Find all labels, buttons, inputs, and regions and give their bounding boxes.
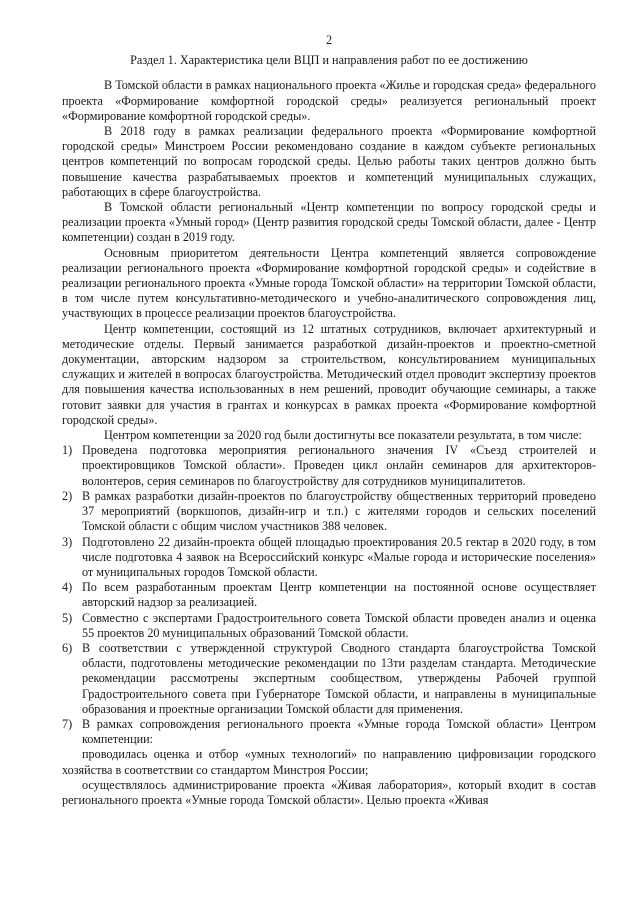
list-item-text: В рамках сопровождения регионального проекта «Умные города Томской области» Центром компетенции: (82, 716, 596, 747)
list-item-number: 5) (62, 610, 73, 625)
list-item (62, 443, 596, 489)
list-item (62, 580, 596, 610)
list-item-text: По всем разработанным проектам Центр компетенции на постоянной основе осуществляет авторский надзор за реализацией. (82, 580, 596, 610)
list-item-text: Совместно с экспертами Градостроительного совета Томской области проведен анализ и оценка 55 проектов 20 муниципальных образований Томской области. (82, 610, 596, 640)
paragraph-4: Основным приоритетом деятельности Центра компетенций является сопровождение реализации регионального проекта «Формирование комфортной городской среды» и содействие в реализации регионального проекта «Умные города Томской области» на территории Томской области, в том числе путем консультативно-методического и учебно-аналитического сопровождения лиц, участвующих в процессе реализации проектов благоустройства. (62, 245, 596, 321)
list-item-number: 2) (62, 488, 73, 503)
paragraph-5: Центр компетенции, состоящий из 12 штатных сотрудников, включает архитектурный и методические отделы. Первый занимается разработкой дизайн-проектов и проектно-сметной документации, авторским надзором за строительством, консультированием муниципальных служащих и жителей в вопросах благоустройства. Методический отдел проводит экспертизу проектов для повышения качества использованных в нем решений, проводит обучающие семинары, а также готовит заявки для участия в грантах и конкурсах в рамках проекта «Формирование комфортной городской среды». (62, 321, 596, 427)
list-item (62, 717, 596, 808)
paragraph-6: Центром компетенции за 2020 год были достигнуты все показатели результата, в том числе: (104, 428, 582, 443)
list-item (62, 535, 596, 581)
results-list (62, 443, 596, 808)
list-item-number: 7) (62, 716, 73, 731)
list-item-text: Подготовлено 22 дизайн-проекта общей площадью проектирования 20.5 гектар в 2020 году, в том числе подготовка 4 заявок на Всероссийский конкурс «Малые города и исторические поселения» от муниципальных городов Томской области. (82, 534, 596, 579)
list-item-text: Проведена подготовка мероприятия регионального значения IV «Съезд строителей и проектировщиков Томской области». Проведен цикл онлайн семинаров для архитекторов-волонтеров, серия семинаров по благоустройству для сотрудников муниципалитетов. (82, 443, 596, 488)
list-item (62, 611, 596, 641)
list-item (62, 489, 596, 535)
paragraph-1: В Томской области в рамках национального проекта «Жилье и городская среда» федерального проекта «Формирование комфортной городской среды» реализуется региональный проект «Формирование комфортной городской среды». (62, 78, 596, 123)
page-number: 2 (325, 33, 333, 47)
paragraph-2: В 2018 году в рамках реализации федерального проекта «Формирование комфортной городской среды» Минстроем России рекомендовано создание в каждом субъекте региональных центров компетенций по вопросам городской среды. Целью работы таких центров должно быть повышение качества разрабатываемых проектов и компетенций муниципальных служащих, работающих в сфере благоустройства. (62, 124, 596, 199)
sub-paragraph-2: осуществлялось администрирование проекта «Живая лаборатория», который входит в состав регионального проекта «Умные города Томской области». Целью проекта «Живая (62, 777, 596, 807)
sub-paragraph-1: проводилась оценка и отбор «умных технологий» по направлению цифровизации городского хозяйства в соответствии со стандартом Минстроя России; (62, 747, 596, 777)
list-item-number: 4) (62, 580, 73, 595)
list-item-number: 3) (62, 534, 73, 549)
list-item-number: 6) (62, 640, 73, 655)
list-item-text: В соответствии с утвержденной структурой Сводного стандарта благоустройства Томской области, подготовлены методические рекомендации по 13ти разделам стандарта. Методические рекомендации рассмотрены экспертным сообществом, утверждены Рабочей группой Градостроительного совета при Губернаторе Томской области, и направлены в муниципальные образования и проектные организации Томской области для применения. (82, 640, 596, 716)
document-page (62, 33, 596, 808)
list-item (62, 641, 596, 717)
list-item-number: 1) (62, 443, 73, 458)
list-item-text: В рамках разработки дизайн-проектов по благоустройству общественных территорий проведено 37 мероприятий (воркшопов, дизайн-игр и т.п.) с жителями городов и сельских поселений Томской области с общим числом участников 388 человек. (82, 488, 596, 534)
section-heading: Раздел 1. Характеристика цели ВЦП и направления работ по ее достижению (130, 53, 528, 68)
paragraph-3: В Томской области региональный «Центр компетенции по вопросу городской среды и реализации проекта «Умный город» (Центр развития городской среды Томской области, далее - Центр компетенции) создан в 2019 году. (62, 200, 596, 245)
